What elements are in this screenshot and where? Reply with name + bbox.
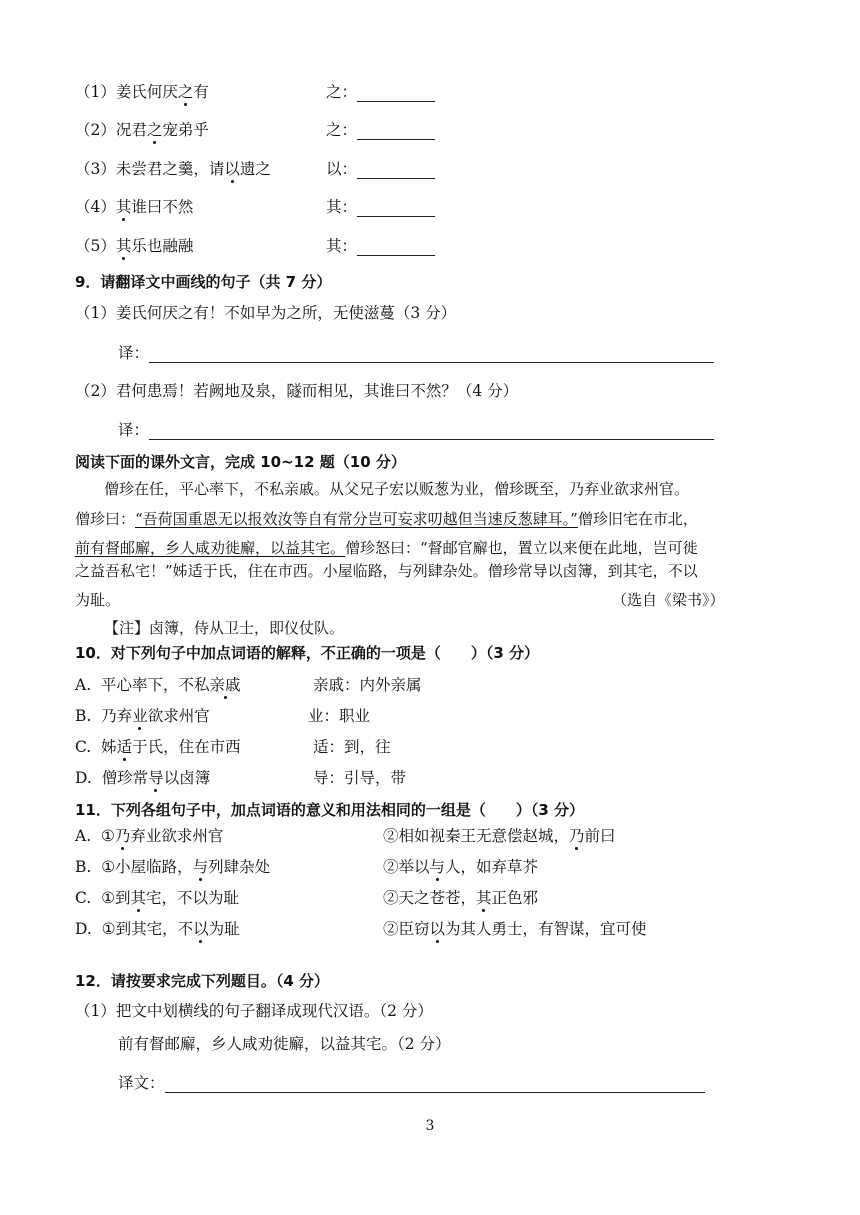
q9-sentence-1: （1）姜氏何厌之有！不如早为之所，无使滋蔓（3 分） (75, 304, 457, 322)
q11-option-c-right: ②天之苍苍，其正色邪 (383, 889, 539, 907)
page-number: 3 (425, 1118, 435, 1134)
q11-option-b[interactable]: B. ①小屋临路，与列肆杂处 (75, 858, 271, 876)
q8-answer: 以： (326, 159, 435, 179)
q10-explanation: 导：引导，带 (313, 769, 407, 787)
q12-subquestion: （1）把文中划横线的句子翻译成现代汉语。（2 分） (75, 1002, 433, 1020)
passage-line-5: 为耻。 (75, 591, 121, 609)
q8-answer: 其： (326, 197, 435, 217)
q8-item: （4）其谁曰不然 (75, 198, 194, 216)
underlined-sentence: 前有督邮廨，乡人咸劝徙廨，以益其宅。 (75, 539, 346, 557)
answer-blank[interactable] (357, 123, 435, 140)
q10-explanation: 业：职业 (308, 707, 371, 725)
translation-line[interactable] (149, 423, 714, 440)
q11-option-a-right: ②相如视秦王无意偿赵城，乃前曰 (383, 827, 616, 845)
answer-blank[interactable] (357, 85, 435, 102)
passage-source: （选自《梁书》） (612, 591, 725, 609)
q9-translation-1: 译： (118, 343, 714, 363)
passage-note: 【注】卤簿，侍从卫士，即仪仗队。 (104, 619, 345, 637)
q8-item: （2）况君之宠弟乎 (75, 121, 209, 139)
q10-explanation: 适：到，往 (313, 738, 391, 756)
passage-line-2: 僧珍曰：“吾荷国重恩无以报效汝等自有常分岂可妄求叨越但当速反葱肆耳。”僧珍旧宅在市北， (75, 510, 698, 528)
q11-option-d-right: ②臣窃以为其人勇士，有智谋，宜可使 (383, 920, 647, 938)
passage-line-3: 前有督邮廨，乡人咸劝徙廨，以益其宅。僧珍怒曰：“督邮官廨也，置立以来便在此地，岂可徙 (75, 539, 698, 557)
underlined-sentence: “吾荷国重恩无以报效汝等自有常分岂可妄求叨越但当速反葱肆耳。” (135, 510, 578, 528)
q11-option-a[interactable]: A. ①乃弃业欲求州官 (75, 827, 224, 845)
q11-option-d[interactable]: D. ①到其宅，不以为耻 (75, 920, 240, 938)
q10-option-a[interactable]: A. 平心率下，不私亲戚 (75, 676, 241, 694)
q8-item: （3）未尝君之羹，请以遗之 (75, 160, 271, 178)
passage-line-1: 僧珍在任，平心率下，不私亲戚。从父兄子宏以贩葱为业，僧珍既至，乃弃业欲求州官。 (104, 480, 690, 498)
q8-answer: 之： (326, 120, 435, 140)
answer-blank[interactable] (357, 200, 435, 217)
translation-line[interactable] (149, 346, 714, 363)
q10-option-c[interactable]: C. 姊适于氏，住在市西 (75, 738, 241, 756)
q11-title: 11．下列各组句子中，加点词语的意义和用法相同的一组是（ ）（3 分） (75, 801, 585, 819)
passage-line-4: 之益吾私宅！”姊适于氏，住在市西。小屋临路，与列肆杂处。僧珍常导以卤簿，到其宅，不以 (75, 562, 698, 580)
q9-sentence-2: （2）君何患焉！若阙地及泉，隧而相见，其谁曰不然？（4 分） (75, 382, 519, 400)
q8-answer: 之： (326, 82, 435, 102)
answer-blank[interactable] (357, 239, 435, 256)
q11-option-b-right: ②举以与人，如弃草芥 (383, 858, 539, 876)
q9-translation-2: 译： (118, 420, 714, 440)
q12-sentence: 前有督邮廨，乡人咸劝徙廨，以益其宅。（2 分） (118, 1035, 451, 1053)
reading-heading: 阅读下面的课外文言，完成 10~12 题（10 分） (75, 453, 406, 471)
q10-explanation: 亲戚：内外亲属 (313, 676, 422, 694)
q9-title: 9．请翻译文中画线的句子（共 7 分） (75, 273, 332, 291)
answer-blank[interactable] (357, 162, 435, 179)
q10-option-d[interactable]: D. 僧珍常导以卤簿 (75, 769, 211, 787)
q11-option-c[interactable]: C. ①到其宅，不以为耻 (75, 889, 240, 907)
q10-title: 10．对下列句子中加点词语的解释，不正确的一项是（ ）（3 分） (75, 644, 540, 662)
q8-item: （5）其乐也融融 (75, 237, 194, 255)
translation-line[interactable] (165, 1076, 705, 1093)
q12-title: 12．请按要求完成下列题目。（4 分） (75, 972, 330, 990)
q12-translation: 译文： (118, 1073, 705, 1093)
q10-option-b[interactable]: B. 乃弃业欲求州官 (75, 707, 210, 725)
q8-answer: 其： (326, 236, 435, 256)
q8-item: （1）姜氏何厌之有 (75, 83, 209, 101)
